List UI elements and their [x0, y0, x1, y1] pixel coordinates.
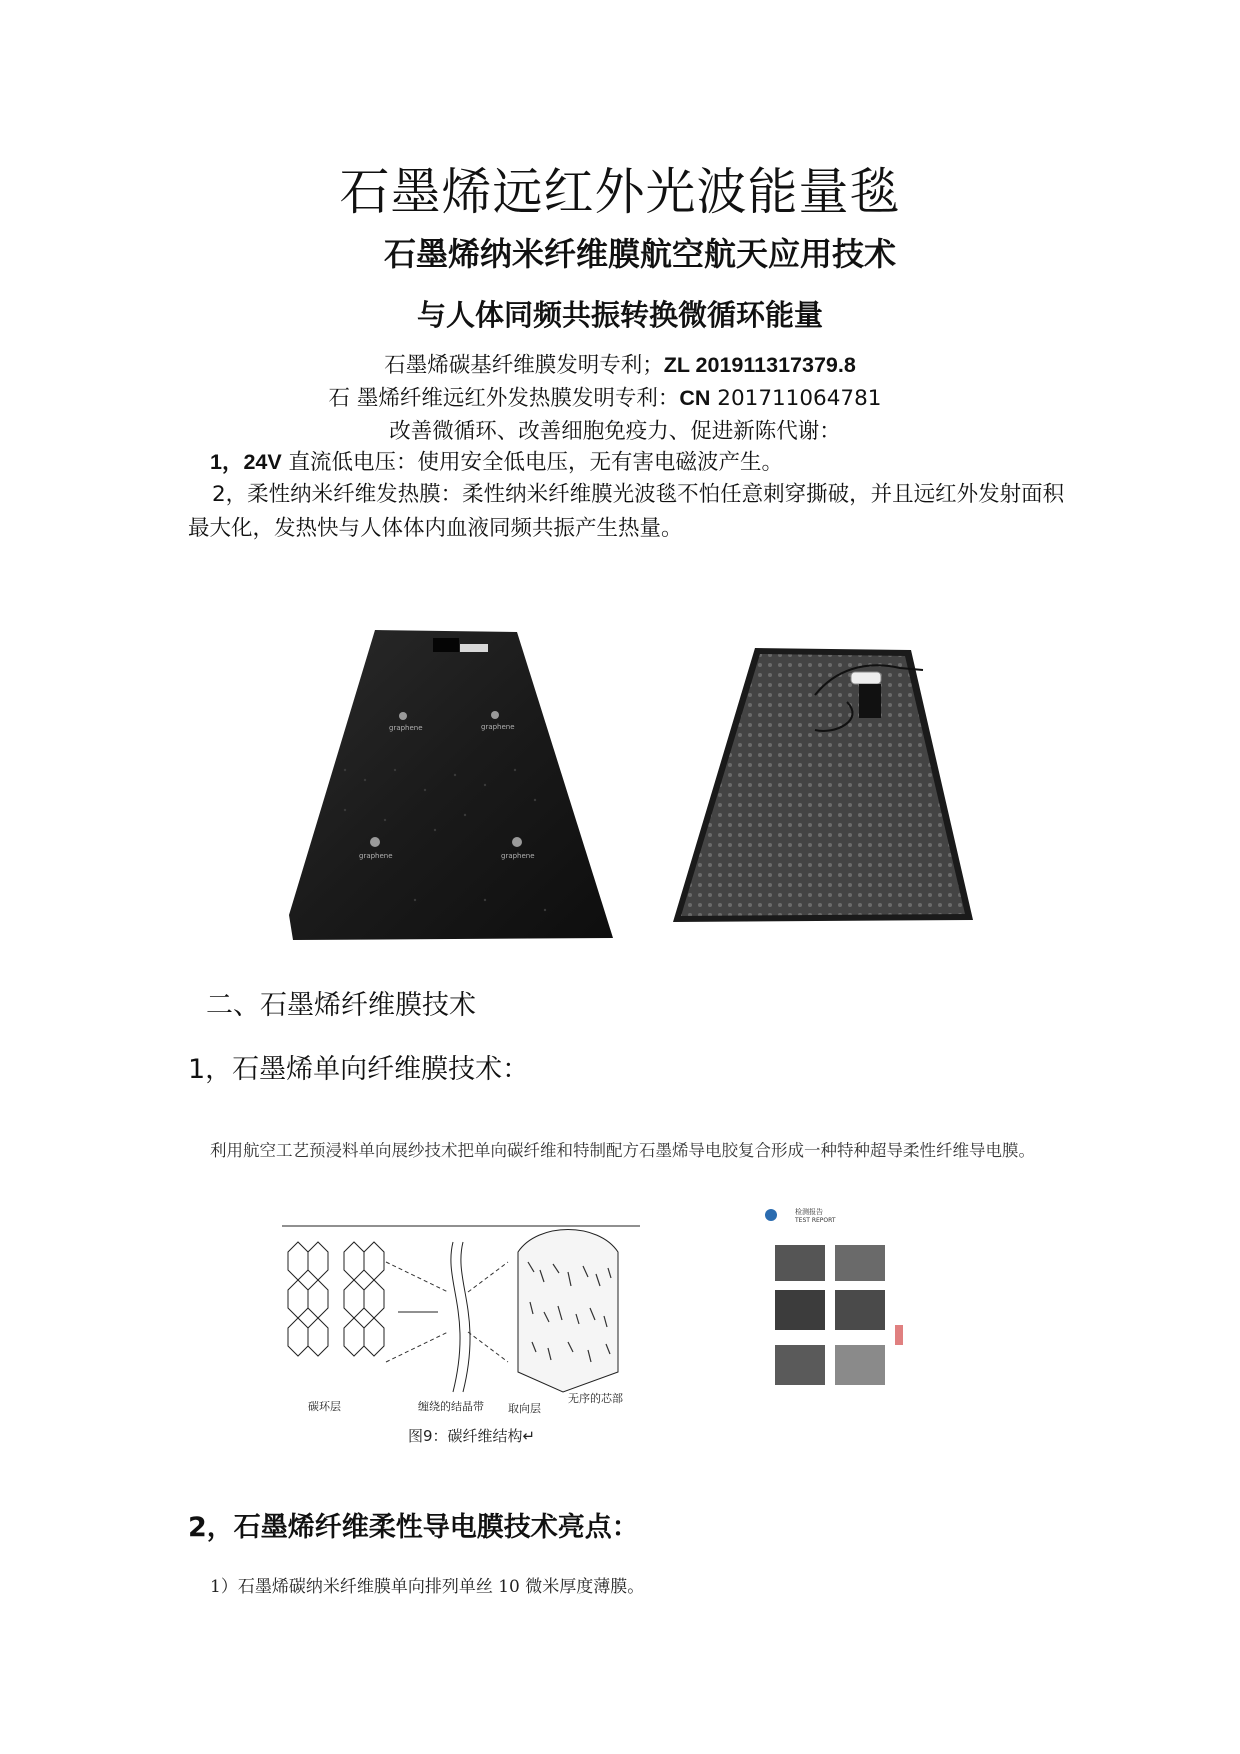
report-title-cn: 检测报告 — [795, 1208, 823, 1216]
controller — [851, 672, 881, 684]
sem-image-5 — [775, 1345, 825, 1385]
patent-1-number: ZL 201911317379.8 — [663, 353, 856, 377]
label-oriented-layer: 取向层 — [508, 1402, 541, 1415]
subtitle-aerospace: 石墨烯纳米纤维膜航空航天应用技术 — [383, 235, 896, 273]
controller-port — [433, 638, 459, 652]
logo-text-1: graphene — [389, 724, 423, 732]
fiber-cylinder — [518, 1230, 618, 1393]
patent-2-number: 201711064781 — [710, 386, 882, 411]
sem-image-3 — [775, 1290, 825, 1330]
patent-1-label: 石墨烯碳基纤维膜发明专利； — [384, 353, 664, 378]
cable-connector — [460, 644, 488, 652]
logo-text-3: graphene — [359, 852, 393, 860]
patent-line-1 — [0, 348, 1240, 379]
hex-lattice — [288, 1242, 384, 1356]
grey-mat-body — [681, 654, 965, 916]
sub-2-heading: 2，石墨烯纤维柔性导电膜技术亮点： — [188, 1512, 639, 1543]
sub-1-body: 利用航空工艺预浸料单向展纱技术把单向碳纤维和特制配方石墨烯导电胶复合形成一种特种超导柔性纤维导电膜。 — [210, 1141, 1035, 1160]
sub-2-item-1: 1）石墨烯碳纳米纤维膜单向排列单丝 10 微米厚度薄膜。 — [210, 1577, 645, 1597]
page-title: 石墨烯远红外光波能量毯 — [339, 163, 901, 221]
label-crystal-band: 缠绕的结晶带 — [418, 1400, 484, 1413]
label-disordered-core: 无序的芯部 — [568, 1392, 623, 1405]
test-report-image — [755, 1205, 945, 1445]
logo-text-4: graphene — [501, 852, 535, 860]
black-mat-body — [289, 630, 613, 940]
sem-image-4 — [835, 1290, 885, 1330]
sem-image-2 — [835, 1245, 885, 1281]
report-title-en: TEST REPORT — [795, 1217, 836, 1224]
patent-2-prefix: CN — [679, 386, 711, 410]
subtitle-resonance: 与人体同频共振转换微循环能量 — [416, 298, 823, 332]
figure-caption: 图9：碳纤维结构↵ — [408, 1427, 536, 1445]
feature-1-text: 直流低电压：使用安全低电压，无有害电磁波产生。 — [281, 450, 784, 475]
feature-1 — [210, 445, 1090, 480]
twisted-ribbon — [451, 1242, 470, 1392]
carbon-fiber-diagram — [278, 1222, 648, 1422]
benefits-line: 改善微循环、改善细胞免疫力、促进新陈代谢： — [389, 419, 841, 444]
grey-mat-photo — [665, 640, 985, 930]
patent-line-2 — [0, 381, 1225, 412]
logo-text-2: graphene — [481, 723, 515, 731]
sem-image-1 — [775, 1245, 825, 1281]
patent-2-label: 石 墨烯纤维远红外发热膜发明专利： — [328, 386, 680, 411]
label-carbon-ring: 碳环层 — [308, 1400, 341, 1413]
report-stamp — [895, 1325, 903, 1345]
section-2-heading: 二、石墨烯纤维膜技术 — [206, 990, 476, 1021]
power-adapter — [859, 684, 881, 718]
sub-1-heading: 1，石墨烯单向纤维膜技术： — [188, 1054, 530, 1085]
feature-2: 2，柔性纳米纤维发热膜：柔性纳米纤维膜光波毯不怕任意刺穿撕破，并且远红外发射面积最大化，发热快与人体体内血液同频共振产生热量。 — [188, 482, 1065, 541]
report-logo — [765, 1209, 777, 1221]
feature-1-num: 1，24V — [210, 450, 282, 474]
sem-image-6 — [835, 1345, 885, 1385]
black-mat-photo — [285, 620, 615, 950]
